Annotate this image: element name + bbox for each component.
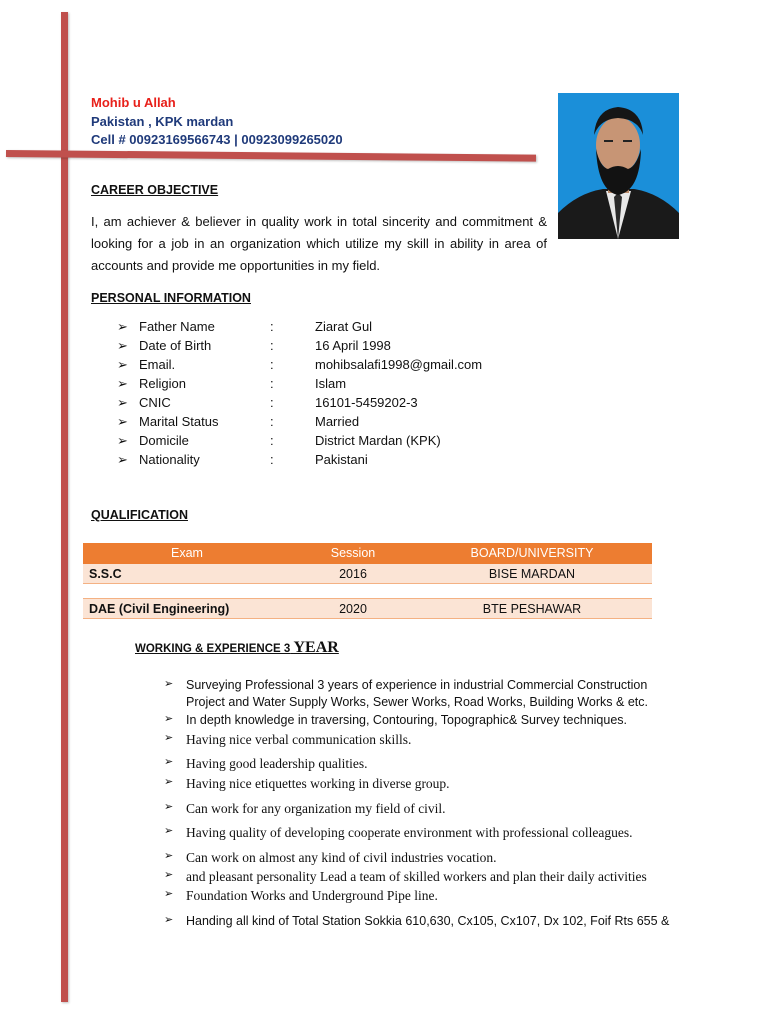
- arrow-bullet-icon: ➢: [117, 376, 128, 391]
- info-value: Pakistani: [315, 452, 368, 467]
- arrow-bullet-icon: ➢: [117, 357, 128, 372]
- arrow-bullet-icon: ➢: [164, 868, 174, 881]
- arrow-bullet-icon: ➢: [117, 452, 128, 467]
- info-value: 16101-5459202-3: [315, 395, 418, 410]
- personal-information-heading: PERSONAL INFORMATION: [91, 291, 251, 305]
- portrait-illustration: [558, 93, 679, 239]
- experience-text: In depth knowledge in traversing, Contouring, Topographic& Survey techniques.: [186, 713, 628, 727]
- arrow-bullet-icon: ➢: [164, 913, 174, 926]
- table-cell-exam: DAE (Civil Engineering): [89, 602, 230, 616]
- info-label: Marital Status: [139, 414, 219, 429]
- experience-text: Having nice verbal communication skills.: [186, 732, 412, 747]
- work-experience-heading: [135, 639, 339, 657]
- arrow-bullet-icon: ➢: [164, 731, 174, 744]
- work-experience-heading-year: YEAR: [293, 639, 339, 656]
- decorative-horizontal-bar: [6, 150, 536, 162]
- career-objective-text: I, am achiever & believer in quality work in total sincerity and commitment & looking for a job in an organization which utilize my skill in ability in area of accounts and provide me opportunities in my field.: [91, 214, 547, 273]
- info-value: District Mardan (KPK): [315, 433, 441, 448]
- career-objective-heading: CAREER OBJECTIVE: [91, 183, 219, 197]
- info-label: Email.: [139, 357, 176, 372]
- candidate-name: Mohib u Allah: [91, 95, 176, 110]
- table-row: [83, 584, 652, 599]
- info-label: Domicile: [139, 433, 189, 448]
- work-experience-heading-text: WORKING & EXPERIENCE 3: [135, 643, 291, 655]
- info-value: 16 April 1998: [315, 338, 391, 353]
- experience-text: Having good leadership qualities.: [186, 756, 368, 771]
- info-label: Religion: [139, 376, 186, 391]
- experience-text: Foundation Works and Underground Pipe line.: [186, 888, 438, 903]
- info-label: Date of Birth: [139, 338, 212, 353]
- experience-text: Having nice etiquettes working in diverse group.: [186, 776, 450, 791]
- info-colon: :: [270, 357, 274, 372]
- arrow-bullet-icon: ➢: [164, 824, 174, 837]
- arrow-bullet-icon: ➢: [164, 677, 174, 690]
- profile-photo: [558, 93, 679, 239]
- decorative-vertical-bar: [61, 12, 68, 1002]
- arrow-bullet-icon: ➢: [164, 887, 174, 900]
- info-colon: :: [270, 395, 274, 410]
- experience-text: Can work on almost any kind of civil industries vocation.: [186, 850, 497, 865]
- column-header-exam: Exam: [171, 546, 203, 560]
- table-row: DAE (Civil Engineering) 2020 BTE PESHAWAR: [83, 599, 652, 619]
- table-cell-exam: S.S.C: [89, 567, 122, 581]
- table-row: S.S.C 2016 BISE MARDAN: [83, 564, 652, 584]
- info-colon: :: [270, 433, 274, 448]
- info-colon: :: [270, 414, 274, 429]
- arrow-bullet-icon: ➢: [117, 395, 128, 410]
- arrow-bullet-icon: ➢: [117, 338, 128, 353]
- qualification-heading: QUALIFICATION: [91, 508, 188, 522]
- arrow-bullet-icon: ➢: [164, 712, 174, 725]
- arrow-bullet-icon: ➢: [164, 849, 174, 862]
- info-colon: :: [270, 452, 274, 467]
- arrow-bullet-icon: ➢: [117, 414, 128, 429]
- experience-text: Handing all kind of Total Station Sokkia 610,630, Cx105, Cx107, Dx 102, Foif Rts 655 &: [186, 914, 670, 928]
- arrow-bullet-icon: ➢: [117, 433, 128, 448]
- info-label: CNIC: [139, 395, 171, 410]
- info-colon: :: [270, 338, 274, 353]
- arrow-bullet-icon: ➢: [164, 755, 174, 768]
- arrow-bullet-icon: ➢: [117, 319, 128, 334]
- info-value: Islam: [315, 376, 347, 391]
- info-value: mohibsalafi1998@gmail.com: [315, 357, 483, 372]
- experience-text: Having quality of developing cooperate environment with professional colleagues.: [186, 825, 633, 840]
- arrow-bullet-icon: ➢: [164, 800, 174, 813]
- info-colon: :: [270, 319, 274, 334]
- arrow-bullet-icon: ➢: [164, 775, 174, 788]
- candidate-location: Pakistan , KPK mardan: [91, 114, 234, 129]
- info-colon: :: [270, 376, 274, 391]
- experience-text: Surveying Professional 3 years of experience in industrial Commercial Construction Project and Water Supply Works, Sewer Works, Road Works, Building Works & etc.: [186, 678, 648, 709]
- candidate-phone: Cell # 00923169566743 | 00923099265020: [91, 132, 343, 147]
- table-header-row: Exam Session BOARD/UNIVERSITY: [83, 543, 652, 564]
- info-value: Ziarat Gul: [315, 319, 373, 334]
- info-label: Nationality: [139, 452, 200, 467]
- experience-text: Can work for any organization my field of civil.: [186, 801, 446, 816]
- info-label: Father Name: [139, 319, 215, 334]
- experience-text: and pleasant personality Lead a team of skilled workers and plan their daily activities: [186, 869, 647, 884]
- info-value: Married: [315, 414, 360, 429]
